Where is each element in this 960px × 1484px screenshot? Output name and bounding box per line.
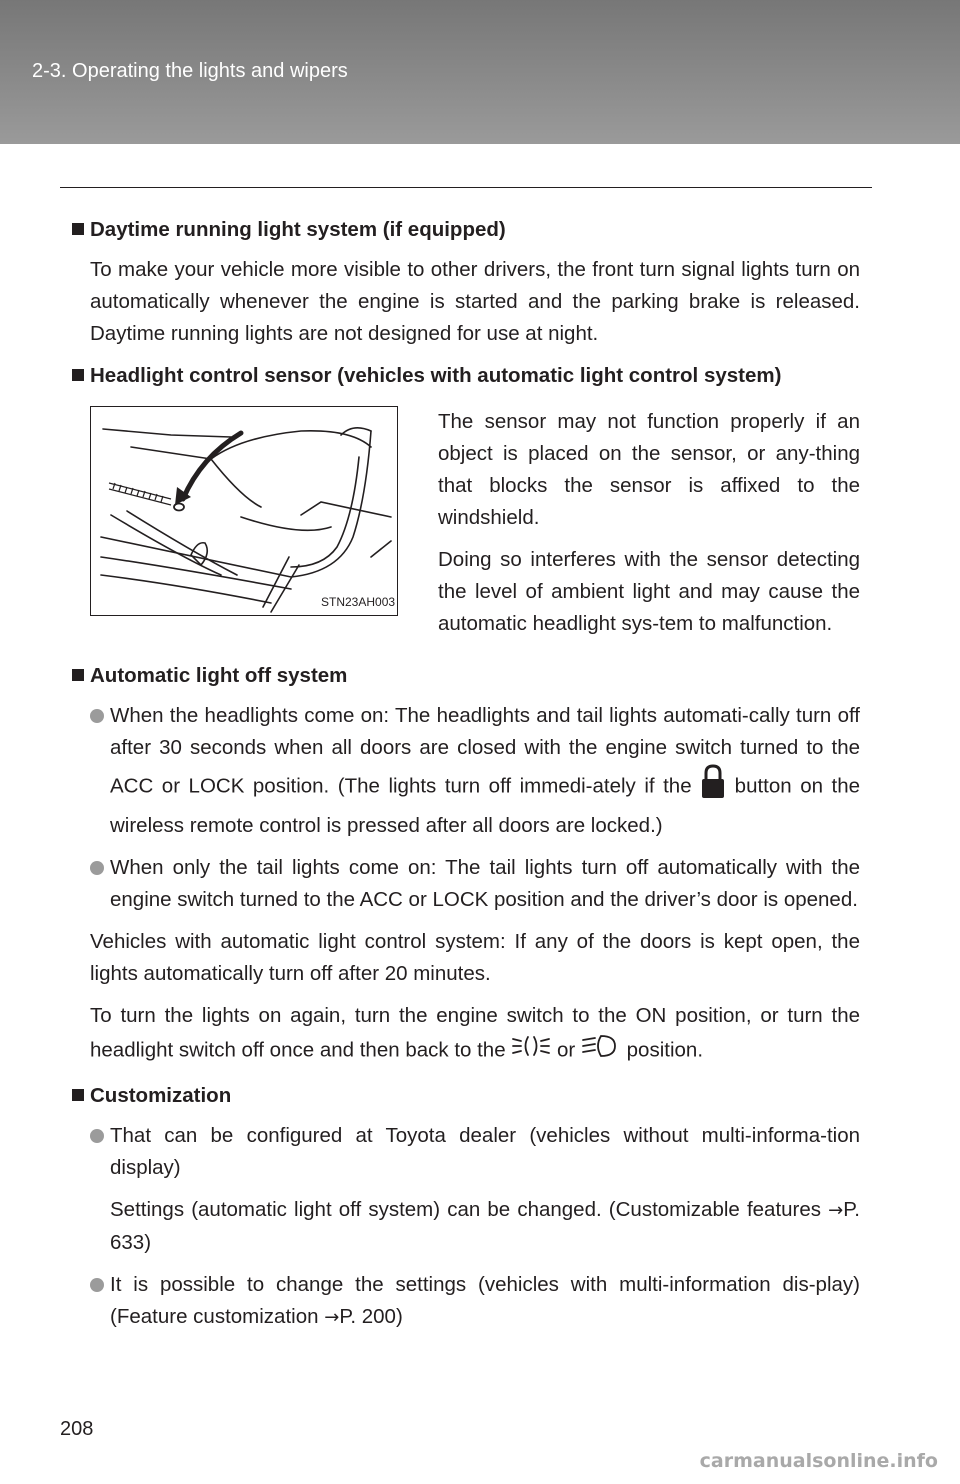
auto-off-heading: Automatic light off system — [72, 660, 860, 692]
figure-code: STN23AH003 — [321, 595, 396, 609]
arrow-icon: → — [324, 1307, 340, 1328]
divider — [60, 187, 872, 188]
sensor-text-1: The sensor may not function properly if an object is placed on the sensor, or any-thing that blocks the sensor is affixed to the windshield. — [438, 410, 860, 529]
headlights-icon — [581, 1032, 621, 1070]
sensor-text-2: Doing so interferes with the sensor detecting the level of ambient light and may cause the automatic headlight sys-tem to malfunction. — [438, 548, 860, 635]
auto-off-para-1: Vehicles with automatic light control system: If any of the doors is kept open, the lights automatically turn off after 20 minutes. — [90, 930, 860, 985]
round-bullet-icon — [90, 1129, 104, 1143]
square-bullet-icon — [72, 669, 84, 681]
square-bullet-icon — [72, 369, 84, 381]
windshield-sensor-drawing — [91, 407, 397, 615]
lock-icon — [700, 764, 726, 810]
page-content — [72, 214, 860, 1344]
custom-sub-para: Settings (automatic light off system) can be changed. (Customizable features →P. 633) — [110, 1198, 860, 1254]
arrow-icon: → — [828, 1200, 844, 1221]
customization-heading: Customization — [72, 1080, 860, 1112]
drl-body: To make your vehicle more visible to other drivers, the front turn signal lights turn on automatically whenever the engine is started and the parking brake is released. Daytime running lights are not designed for use at night. — [90, 258, 860, 345]
sensor-figure-row — [90, 406, 860, 650]
section-title: 2-3. Operating the lights and wipers — [32, 60, 348, 82]
round-bullet-icon — [90, 1278, 104, 1292]
custom-bullet-1: That can be configured at Toyota dealer (vehicles without multi-informa-tion display) — [110, 1120, 860, 1184]
auto-off-para-2: To turn the lights on again, turn the engine switch to the ON position, or turn the headlight switch off once and then back to the or position. — [90, 1000, 860, 1070]
tail-lights-icon — [511, 1033, 551, 1069]
round-bullet-icon — [90, 709, 104, 723]
square-bullet-icon — [72, 1089, 84, 1101]
auto-off-bullet-2: When only the tail lights come on: The tail lights turn off automatically with the engine switch turned to the ACC or LOCK position and the driver’s door is opened. — [110, 852, 860, 916]
sensor-notes — [438, 406, 860, 650]
round-bullet-icon — [90, 861, 104, 875]
drl-heading: Daytime running light system (if equipped) — [72, 214, 860, 246]
watermark: carmanualsonline.info — [699, 1450, 938, 1472]
sensor-heading: Headlight control sensor (vehicles with automatic light control system) — [72, 360, 860, 392]
sensor-illustration — [90, 406, 398, 616]
custom-bullet-2: It is possible to change the settings (vehicles with multi-information dis-play) (Feature customization →P. 200) — [110, 1269, 860, 1334]
page-number: 208 — [60, 1418, 94, 1440]
auto-off-bullet-1: When the headlights come on: The headlights and tail lights automati-cally turn off after 30 seconds when all doors are closed with the engine switch turned to the ACC or LOCK position. (The lights turn off immedi-ately if the button on the wireless remote control is pressed after all doors are locked.) — [110, 700, 860, 842]
page-header — [0, 0, 960, 144]
square-bullet-icon — [72, 223, 84, 235]
